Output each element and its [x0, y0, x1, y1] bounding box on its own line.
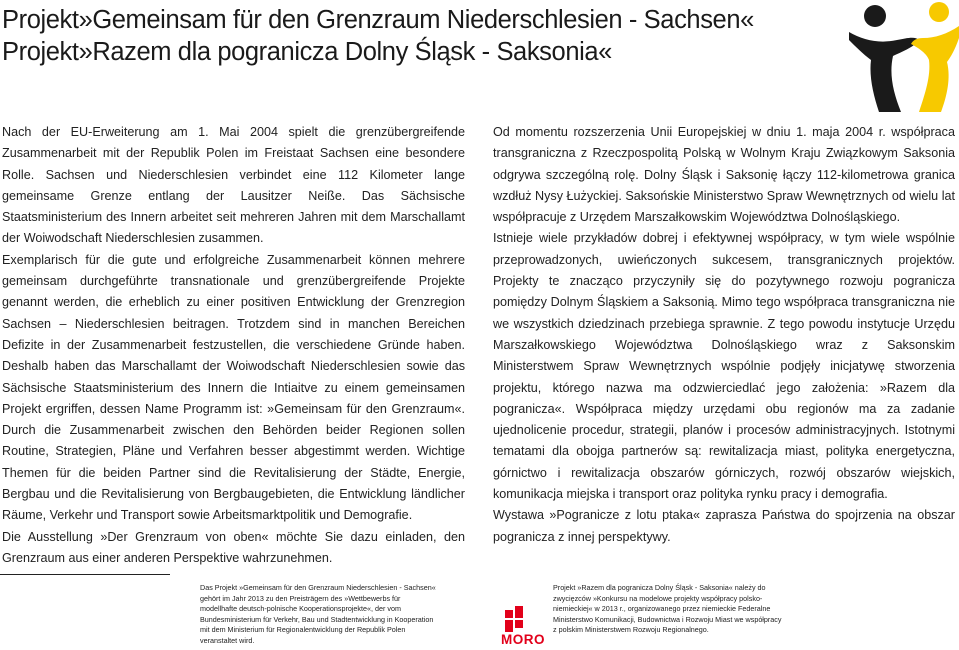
footer-german-note	[200, 583, 436, 647]
page-title	[2, 4, 754, 68]
german-paragraph-3: Die Ausstellung »Der Grenzraum von oben« möchte Sie dazu einladen, den Grenzraum aus einer anderen Perspektive wahrzunehmen.	[2, 529, 465, 565]
yellow-figure-head	[929, 2, 949, 22]
black-figure-body	[849, 32, 919, 112]
footer-german-text: Das Projekt »Gemeinsam für den Grenzraum Niederschlesien - Sachsen« gehört im Jahr 2013 zu den Preisträgern des »Wettbewerbs für modellhafte deutsch-polnische Kooperationsprojekte«, der vom Bundesministerium für Verkehr, Bau und Stadtentwicklung in Kooperation mit dem Ministerium für Regionalentwicklung der Republik Polen veranstaltet wird.	[200, 583, 436, 645]
german-paragraph-2: Exemplarisch für die gute und erfolgreiche Zusammenarbeit können mehrere gemeinsam durchgeführte transnationale und grenzübergreifende Projekte genannt werden, die erheblich zu einer positiven Entwicklung der Grenzregion Sachsen – Niederschlesien beitragen. Trotzdem sind in manchen Bereichen Defizite in der Zusammenarbeit festzustellen, die verschiedene Gründe haben. Deshalb haben das Marschallamt der Woiwodschaft Niederschlesien sowie das Sächsische Staatsministerium des Innern die Intiaitve zu einem gemeinsamen Projekt ergriffen, dessen Name Programm ist: »Gemeinsam für den Grenzraum«. Durch die Zusammenarbeit zwischen den Behörden beider Regionen sollen Routine, Strategien, Pläne und Verfahren besser abgestimmt werden. Wichtige Themen für die beiden Partner sind die Revitalisierung der Städte, Energie, Bergbau und die Revitalisierung von Bergbaugebieten, die Entwicklung ländlicher Räume, Verkehr und Transport sowie Arbeitsmarktpolitik und Demografie.	[2, 252, 465, 523]
polish-paragraph-1: Od momentu rozszerzenia Unii Europejskiej w dniu 1. maja 2004 r. współpraca transgraniczna z Rzeczpospolitą Polską w Wolnym Kraju Związkowym Saksonia odgrywa szczególną rolę. Dolny Śląsk i Saksonię łączy 112-kilometrowa granica wzdłuż Nysy Łużyckiej. Saksońskie Ministerstwo Spraw Wewnętrznych od wielu lat współpracuje z Urzędem Marszałkowskim Województwa Dolnośląskiego.	[493, 125, 955, 225]
title-german: Projekt»Gemeinsam für den Grenzraum Niederschlesien - Sachsen«	[2, 6, 754, 34]
black-figure-head	[864, 5, 886, 27]
polish-paragraph-2: Istnieje wiele przykładów dobrej i efektywnej współpracy, w tym wiele wspólnie przeprowadzonych, uwieńczonych sukcesem, transgranicznych projektów. Projekty te znacząco przyczyniły się do pozytywnego rozwoju pogranicza pomiędzy Dolnym Śląskiem a Saksonią. Mimo tego współpraca transgraniczna nie we wszystkich dziedzinach przebiega sprawnie. Z tego powodu instytucje Urzędu Marszałkowskiego Województwa Dolnośląskiego wraz z Saksonskim Ministerstwem Spraw Wewnętrznych wspólnie podjęły inicjatywę stworzenia projektu, którego nazwa ma odzwierciedlać jego założenia: »Razem dla pogranicza«. Współpraca między urzędami obu regionów ma za zadanie ujednolicenie procedur, strategii, planów i procesów administracyjnych. Istotnymi tematami dla obojga partnerów są: rewitalizacja miast, polityka energetyczna, górnictwo i rewitalizacja obszarów górniczych, rozwój obszarów wiejskich, komunikacja miejska i transport oraz polityka rynku pracy i demografia.	[493, 231, 955, 502]
moro-mark-icon	[487, 606, 547, 634]
moro-label: MORO	[501, 632, 545, 647]
yellow-figure-body	[911, 26, 959, 112]
footer-polish-text: Projekt »Razem dla pogranicza Dolny Śląsk - Saksonia« należy do zwycięzców »Konkursu na modelowe projekty współpracy polsko-niemieckiej« w 2013 r., organizowanego przez niemieckie Federalne Ministerstwo Komunikacji, Budownictwa i Rozwoju Miast we współpracy z polskim Ministerstwem Rozwoju Regionalnego.	[553, 583, 782, 635]
polish-column	[493, 122, 955, 548]
german-paragraph-1: Nach der EU-Erweiterung am 1. Mai 2004 spielt die grenzübergreifende Zusammenarbeit mit der Republik Polen im Freistaat Sachsen eine besondere Rolle. Sachsen und Niederschlesien verbindet eine 112 Kilometer lange gemeinsame Grenze entlang der Lausitzer Neiße. Das Sächsische Staatsministerium des Innern arbeitet seit mehreren Jahren mit dem Marschallamt der Woiwodschaft Niederschlesien zusammen.	[2, 125, 465, 246]
title-polish: Projekt»Razem dla pogranicza Dolny Śląsk - Saksonia«	[2, 38, 612, 66]
footer-polish-note	[553, 583, 783, 636]
moro-logo	[487, 606, 547, 650]
partnership-logo	[849, 0, 959, 112]
polish-paragraph-3: Wystawa »Pogranicze z lotu ptaka« zaprasza Państwa do spojrzenia na obszar pogranicza z innej perspektywy.	[493, 508, 955, 544]
divider-rule	[0, 574, 170, 575]
german-column	[2, 122, 465, 569]
